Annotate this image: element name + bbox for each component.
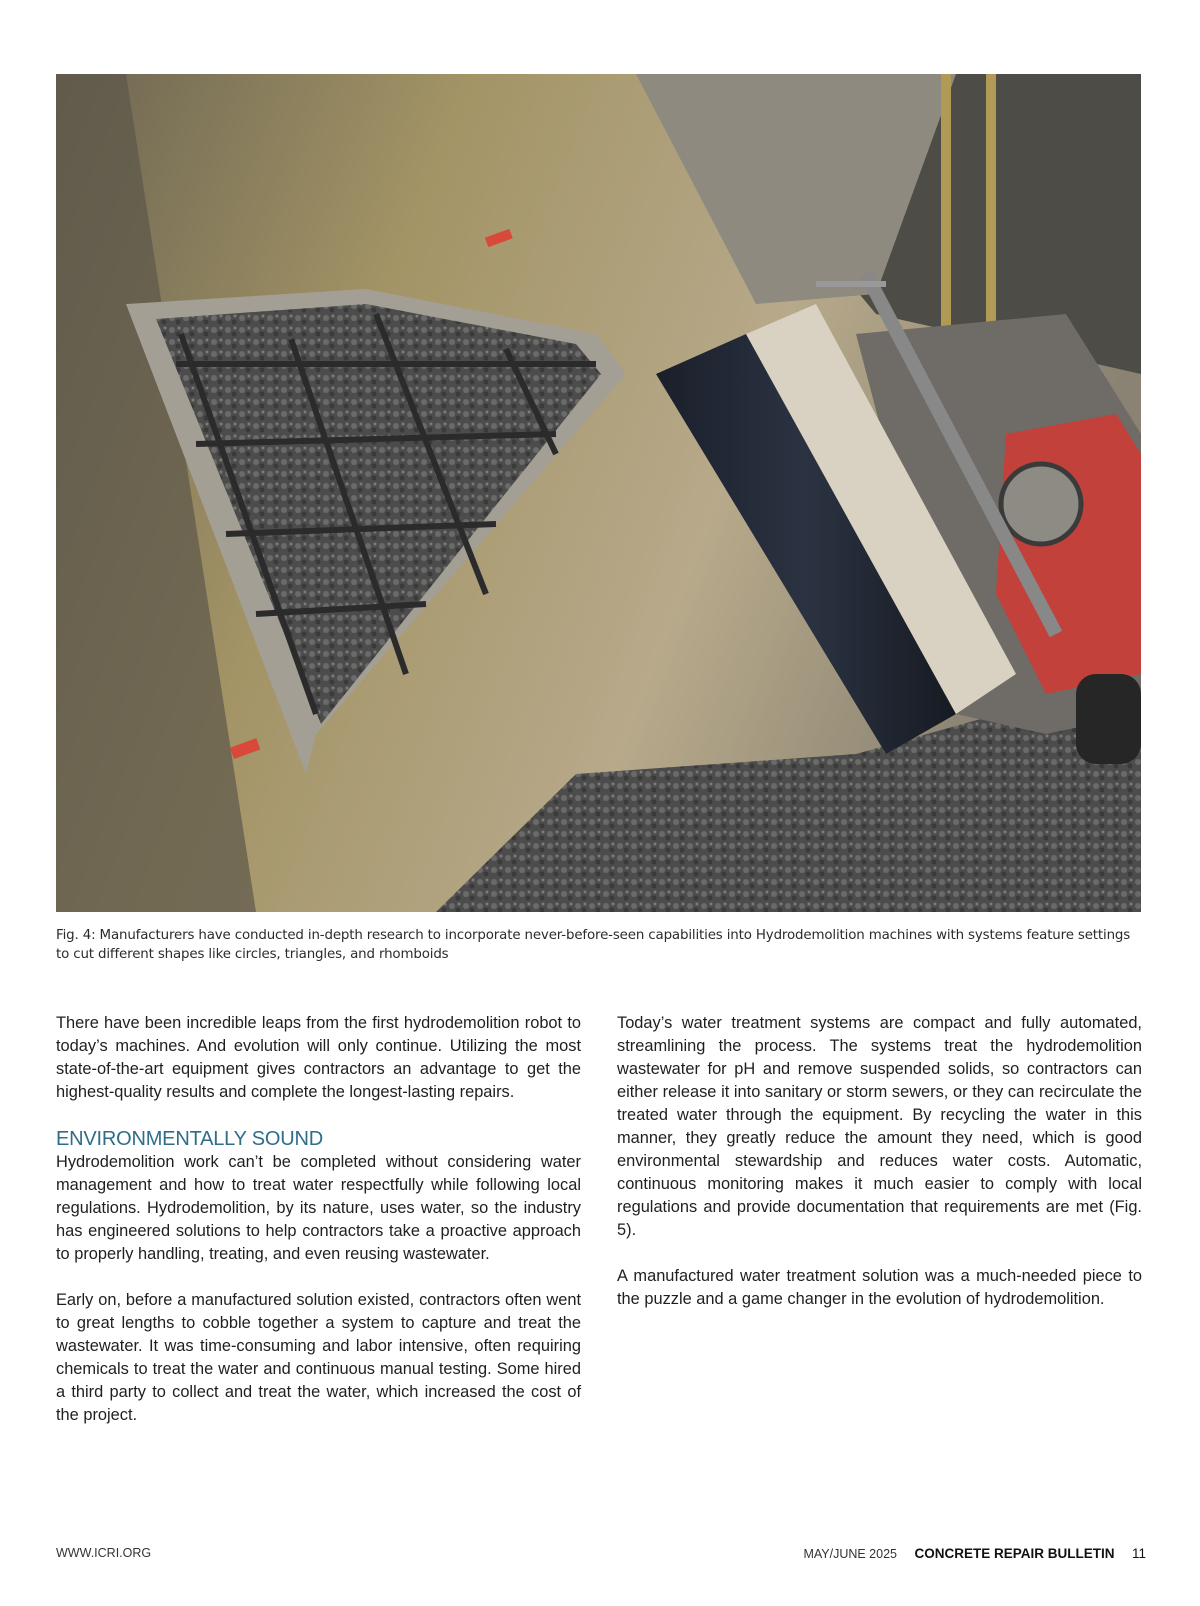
section-heading: ENVIRONMENTALLY SOUND [56,1128,323,1150]
paragraph: There have been incredible leaps from the first hydrodemolition robot to today’s machines. And evolution will only continue. Utilizing the most state-of-the-art equipment gives contractors an advantage to get the highest-quality results and complete the longest-lasting repairs. [56,1014,581,1101]
footer-issue: MAY/JUNE 2025 [803,1547,897,1561]
left-column [56,1012,581,1450]
right-column [617,1012,1142,1334]
paragraph: A manufactured water treatment solution was a much-needed piece to the puzzle and a game changer in the evolution of hydrodemolition. [617,1267,1142,1308]
page-number: 11 [1131,1546,1146,1561]
paragraph: Early on, before a manufactured solution existed, contractors often went to great lengths to cobble together a system to capture and treat the wastewater. It was time-consuming and labor intensive, often requiring chemicals to treat the water and continuous manual testing. Some hired a third party to collect and treat the water, which increased the cost of the project. [56,1291,581,1424]
footer-publication: CONCRETE REPAIR BULLETIN [914,1546,1115,1561]
paragraph: Today’s water treatment systems are compact and fully automated, streamlining the process. The systems treat the hydrodemolition wastewater for pH and remove suspended solids, so contractors can either release it into sanitary or storm sewers, or they can recirculate the treated water through the equipment. By recycling the water in this manner, they greatly reduce the amount they need, which is good environmental stewardship and reduces water costs. Automatic, continuous monitoring makes it much easier to comply with local regulations and provide documentation that requirements are met (Fig. 5). [617,1014,1142,1239]
paragraph: Hydrodemolition work can’t be completed without considering water management and how to treat water respectfully while following local regulations. Hydrodemolition, by its nature, uses water, so the industry has engineered solutions to help contractors take a proactive approach to properly handling, treating, and even reusing wastewater. [56,1153,581,1263]
footer-website[interactable]: WWW.ICRI.ORG [56,1546,152,1560]
figure-photo [56,74,1141,912]
figure-caption: Fig. 4: Manufacturers have conducted in-depth research to incorporate never-before-seen capabilities into Hydrodemolition machines with systems feature settings to cut different shapes like circles, triangles, and rhomboids [56,928,1131,962]
